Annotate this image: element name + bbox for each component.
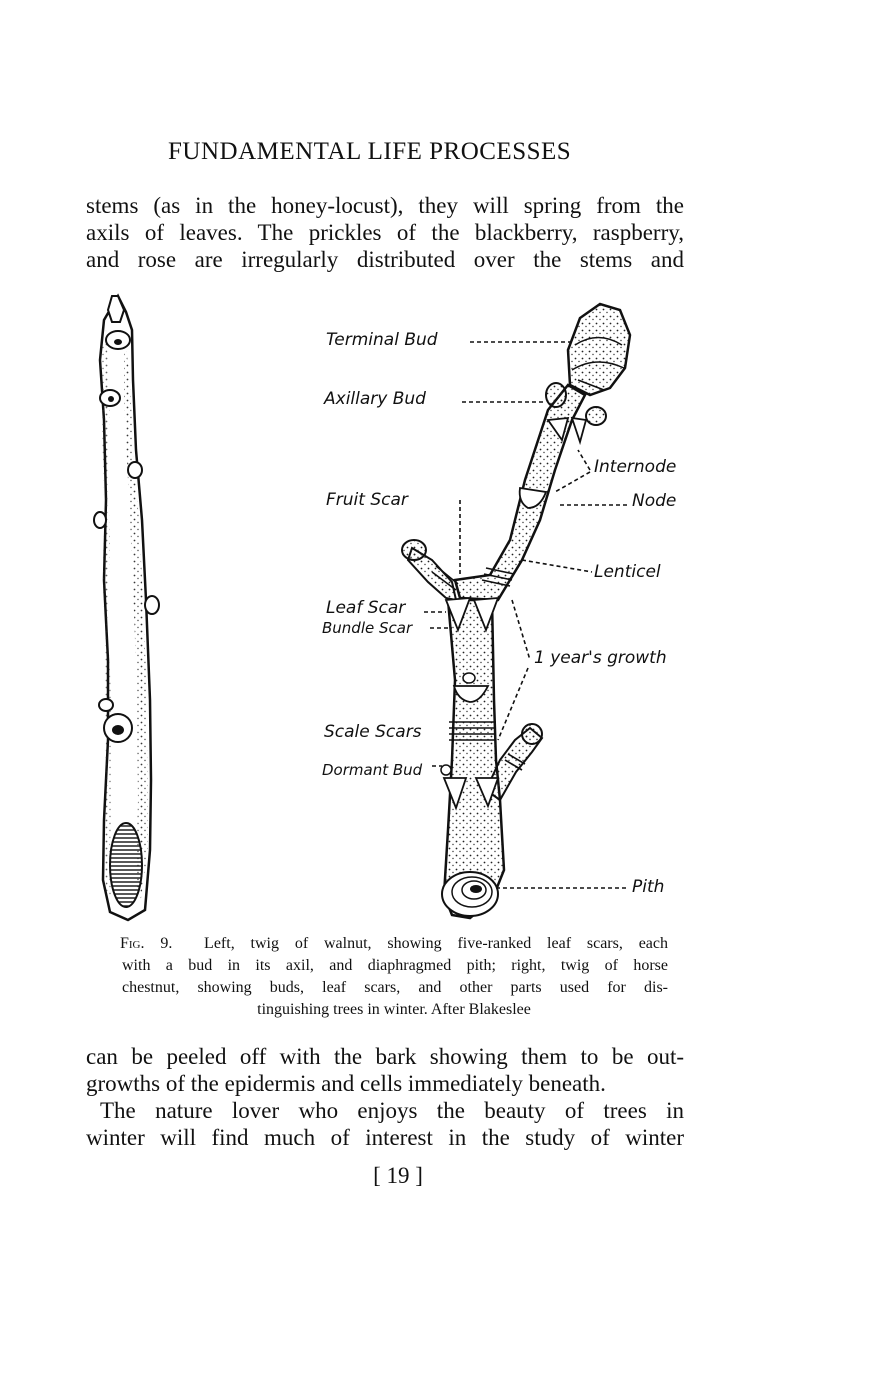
label-terminal-bud: Terminal Bud [326, 330, 438, 350]
caption-line: tinguishing trees in winter. After Blakeslee [257, 1001, 531, 1018]
label-pith: Pith [632, 877, 665, 897]
caption-line: Left, twig of walnut, showing five-ranked leaf scars, each [204, 935, 668, 952]
text-line: growths of the epidermis and cells immediately beneath. [86, 1071, 606, 1096]
label-axillary-bud: Axillary Bud [324, 389, 426, 409]
label-years-growth: 1 year's growth [534, 648, 667, 668]
text-line: and rose are irregularly distributed over the stems and [86, 247, 684, 272]
text-line: can be peeled off with the bark showing them to be out- [86, 1044, 684, 1069]
label-lenticel: Lenticel [594, 562, 661, 582]
label-internode: Internode [594, 457, 677, 477]
figure-caption [120, 933, 668, 1021]
caption-line: chestnut, showing buds, leaf scars, and other parts used for dis- [122, 979, 668, 996]
label-leaf-scar: Leaf Scar [326, 598, 406, 618]
text-line: winter will find much of interest in the study of winter [86, 1125, 684, 1150]
text-line: The nature lover who enjoys the beauty of trees in [100, 1098, 684, 1123]
figure-number: Fig. 9. [120, 935, 173, 952]
label-bundle-scar: Bundle Scar [322, 619, 413, 637]
page-number: [ 19 ] [373, 1163, 423, 1188]
running-header: FUNDAMENTAL LIFE PROCESSES [168, 138, 572, 165]
label-node: Node [632, 491, 677, 511]
label-scale-scars: Scale Scars [324, 722, 422, 742]
label-fruit-scar: Fruit Scar [326, 490, 408, 510]
paragraph-bottom [86, 1043, 684, 1151]
text-line: stems (as in the honey-locust), they will spring from the [86, 193, 684, 218]
caption-line: with a bud in its axil, and diaphragmed pith; right, twig of horse [122, 957, 668, 974]
text-line: axils of leaves. The prickles of the blackberry, raspberry, [86, 220, 684, 245]
horse-chestnut-twig-drawing [402, 304, 630, 918]
walnut-twig-drawing [94, 296, 159, 920]
label-dormant-bud: Dormant Bud [322, 761, 423, 779]
